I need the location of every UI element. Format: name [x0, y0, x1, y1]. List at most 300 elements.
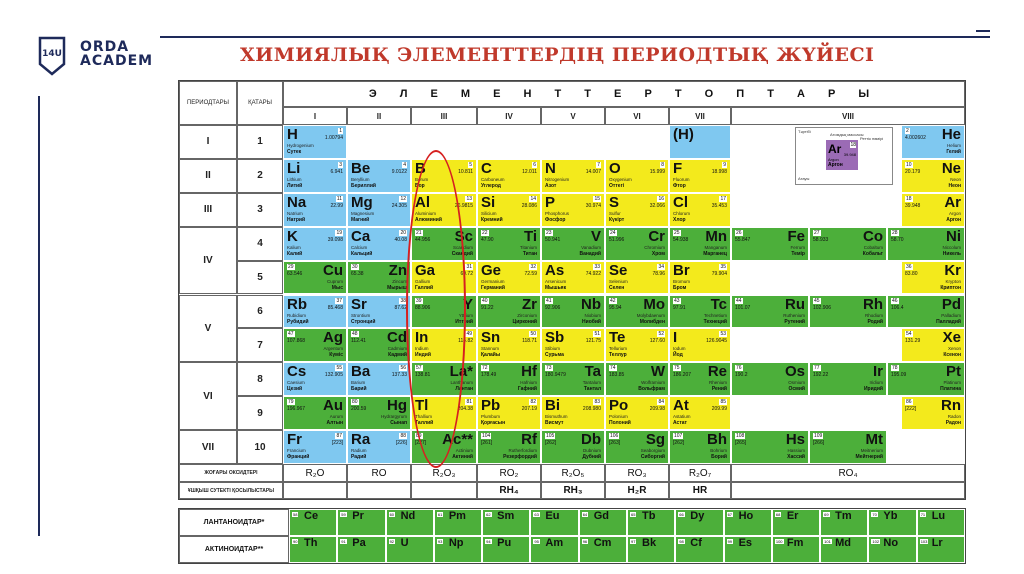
element-cell[interactable]	[541, 261, 605, 295]
row-label: 6	[237, 295, 283, 329]
latin-name: Magnesium	[351, 210, 375, 216]
f-element-cell[interactable]	[434, 509, 482, 536]
element-symbol: U	[400, 537, 409, 549]
element-symbol: Fr	[287, 431, 302, 449]
f-element-cell[interactable]	[772, 509, 820, 536]
atomic-number: 9	[723, 161, 726, 168]
local-name: Индий	[415, 352, 431, 359]
latin-name: Rhodium	[864, 312, 883, 318]
element-cell[interactable]	[901, 125, 965, 159]
element-cell[interactable]	[669, 227, 731, 261]
element-cell[interactable]	[669, 396, 731, 430]
latin-name: Yttrium	[458, 312, 473, 318]
local-name: Аргон	[946, 216, 961, 223]
local-name: Сурьма	[545, 352, 564, 359]
atomic-number: 35	[720, 263, 726, 270]
element-cell[interactable]	[541, 362, 605, 396]
atomic-number: 99	[727, 539, 733, 544]
element-symbol: K	[287, 227, 298, 245]
hydride-formula: RH₃	[541, 482, 605, 499]
legend-label-1: Тәртібі	[798, 129, 811, 134]
element-symbol: Ra	[351, 431, 371, 449]
row-label: 4	[237, 227, 283, 261]
period-label: II	[179, 159, 237, 193]
element-cell[interactable]	[283, 125, 347, 159]
atomic-number: 5	[469, 161, 472, 168]
element-symbol: N	[545, 159, 556, 177]
element-symbol: Md	[835, 537, 852, 549]
atomic-number: 63	[534, 512, 539, 517]
atomic-number: 69	[824, 512, 829, 517]
local-name: Калий	[287, 250, 303, 257]
element-cell[interactable]	[809, 362, 887, 396]
latin-name: Zirconium	[517, 312, 537, 318]
f-element-cell[interactable]	[386, 536, 434, 563]
atomic-number: 57	[416, 365, 422, 372]
atomic-number: 53	[720, 331, 726, 338]
element-symbol: Zn	[388, 261, 407, 279]
element-cell[interactable]	[669, 159, 731, 193]
atomic-mass: 47.90	[481, 236, 494, 243]
atomic-mass: 14.007	[585, 168, 601, 175]
element-symbol: Ne	[941, 159, 961, 177]
latin-name: Chlorum	[673, 210, 691, 216]
atomic-number: 54	[906, 331, 912, 338]
local-name: Гелий	[946, 149, 961, 155]
element-symbol: C	[481, 159, 492, 177]
latin-name: Niccolum	[942, 244, 961, 250]
f-element-cell[interactable]	[724, 509, 772, 536]
element-symbol: Mn	[705, 227, 727, 245]
atomic-mass: 78.96	[652, 270, 665, 277]
f-element-cell[interactable]	[482, 536, 530, 563]
element-symbol: Si	[481, 193, 496, 211]
row-label: 8	[237, 362, 283, 396]
element-cell[interactable]	[605, 430, 669, 464]
element-cell[interactable]	[901, 261, 965, 295]
element-cell[interactable]	[901, 328, 965, 362]
atomic-number: 65	[631, 512, 636, 517]
element-symbol: Ac**	[442, 431, 473, 449]
latin-name: Iridium	[869, 380, 883, 386]
latin-name: Cobaltum	[863, 244, 883, 250]
element-cell[interactable]	[283, 430, 347, 464]
atomic-mass: 65.38	[351, 270, 364, 277]
hydride-formula: H₂R	[605, 482, 669, 499]
atomic-number: 2	[906, 128, 909, 134]
atomic-number: 58	[293, 512, 298, 517]
element-symbol: Fe	[787, 227, 805, 245]
local-name: Дубний	[582, 454, 601, 461]
latin-name: Wolframium	[641, 380, 665, 386]
element-symbol: Tm	[835, 510, 852, 522]
f-element-cell[interactable]	[724, 536, 772, 563]
f-element-cell[interactable]	[530, 509, 578, 536]
element-cell[interactable]	[731, 227, 809, 261]
latin-name: Meitnerium	[860, 448, 883, 454]
atomic-number: 80	[352, 399, 358, 406]
local-name: Гафний	[517, 386, 537, 393]
element-symbol: Sr	[351, 295, 367, 313]
element-cell[interactable]	[541, 396, 605, 430]
local-name: Рутений	[784, 318, 805, 325]
atomic-number: 4	[403, 161, 406, 168]
atomic-number: 100	[775, 539, 783, 544]
atomic-mass: 208.980	[582, 406, 601, 413]
element-cell[interactable]	[541, 430, 605, 464]
element-symbol: Au	[323, 397, 343, 415]
element-cell[interactable]	[669, 328, 731, 362]
local-name: Мейтнерий	[855, 454, 883, 461]
latin-name: Platinum	[943, 380, 961, 386]
element-symbol: I	[673, 329, 678, 347]
element-cell[interactable]	[477, 328, 541, 362]
hydride-formula	[347, 482, 411, 499]
element-cell[interactable]	[347, 362, 411, 396]
atomic-number: 20	[400, 229, 406, 236]
element-cell[interactable]	[809, 227, 887, 261]
atomic-number: 105	[546, 433, 555, 440]
element-cell[interactable]	[347, 193, 411, 227]
element-cell[interactable]	[283, 362, 347, 396]
logo-mark-text: 14U	[42, 49, 62, 59]
element-cell[interactable]	[809, 295, 887, 329]
f-element-cell[interactable]	[868, 509, 916, 536]
element-cell[interactable]	[347, 295, 411, 329]
legend-cell	[826, 140, 858, 170]
element-symbol: Ge	[481, 261, 502, 279]
element-symbol: Np	[448, 537, 464, 549]
atomic-mass: 137.33	[391, 372, 407, 379]
element-cell[interactable]	[283, 295, 347, 329]
latin-name: Lanthanum	[450, 380, 473, 386]
atomic-number: 93	[437, 539, 443, 544]
element-cell[interactable]	[283, 193, 347, 227]
f-element-cell[interactable]	[627, 509, 675, 536]
atomic-number: 51	[594, 331, 600, 338]
element-cell[interactable]	[347, 328, 411, 362]
atomic-number: 62	[486, 512, 491, 517]
local-name: Скандий	[451, 250, 473, 257]
atomic-number: 41	[546, 297, 552, 304]
atomic-mass: [262]	[545, 440, 557, 447]
hydride-formula: RH₄	[477, 482, 541, 499]
atomic-number: 45	[814, 297, 820, 304]
local-name: Иридий	[863, 386, 883, 393]
element-cell[interactable]	[901, 193, 965, 227]
group-header: VIII	[731, 107, 965, 125]
f-element-cell[interactable]	[820, 536, 868, 563]
atomic-number: 39	[416, 297, 422, 304]
atomic-mass: 4.002602	[905, 135, 926, 141]
f-element-cell[interactable]	[579, 509, 627, 536]
latin-name: Bromum	[673, 278, 691, 284]
element-symbol: Sc	[454, 227, 473, 245]
atomic-mass: 72.59	[524, 270, 537, 277]
atomic-mass: 32.066	[649, 202, 665, 209]
atomic-number: 17	[720, 195, 726, 202]
atomic-number: 90	[293, 539, 298, 544]
f-element-cell[interactable]	[579, 536, 627, 563]
element-cell[interactable]	[669, 362, 731, 396]
element-cell[interactable]	[605, 362, 669, 396]
atomic-number: 36	[906, 263, 912, 270]
f-element-cell[interactable]	[434, 536, 482, 563]
element-symbol: Lr	[931, 537, 943, 549]
latin-name: Stannum	[481, 346, 500, 352]
atomic-number: 22	[482, 229, 488, 236]
atomic-number: 88	[400, 433, 406, 440]
atomic-mass: 15.999	[649, 168, 665, 175]
element-cell[interactable]	[283, 261, 347, 295]
f-element-cell[interactable]	[917, 536, 965, 563]
element-cell[interactable]	[477, 227, 541, 261]
element-cell[interactable]	[347, 261, 411, 295]
latin-name: Aurum	[329, 414, 343, 420]
f-element-cell[interactable]	[772, 536, 820, 563]
element-symbol: Cf	[690, 537, 702, 549]
element-cell[interactable]	[541, 159, 605, 193]
element-symbol: (H)	[673, 126, 694, 143]
atomic-mass: 55.847	[735, 236, 751, 243]
legend-label-2: Атомдық массасы	[830, 132, 864, 137]
local-name: Рений	[711, 386, 727, 393]
element-cell[interactable]	[477, 261, 541, 295]
element-cell[interactable]	[669, 193, 731, 227]
element-cell[interactable]	[477, 396, 541, 430]
f-element-cell[interactable]	[386, 509, 434, 536]
element-cell[interactable]	[283, 227, 347, 261]
atomic-mass: 192.22	[813, 372, 829, 379]
atomic-number: 108	[736, 433, 745, 440]
f-element-cell[interactable]	[868, 536, 916, 563]
group-header: II	[347, 107, 411, 125]
element-cell[interactable]	[477, 362, 541, 396]
atomic-mass: 58.933	[813, 236, 829, 243]
local-name: Барий	[351, 386, 367, 393]
latin-name: Titanium	[519, 244, 537, 250]
atomic-number: 77	[814, 365, 820, 372]
atomic-mass: 63.546	[287, 270, 303, 277]
f-element-cell[interactable]	[530, 536, 578, 563]
element-cell[interactable]	[347, 430, 411, 464]
element-cell[interactable]	[605, 295, 669, 329]
latin-name: Kalium	[287, 244, 301, 250]
latin-name: Hafnium	[520, 380, 537, 386]
element-cell[interactable]	[605, 396, 669, 430]
period-label: VI	[179, 362, 237, 430]
element-symbol: No	[883, 537, 899, 549]
row-label: 1	[237, 125, 283, 159]
f-element-cell[interactable]	[482, 509, 530, 536]
element-cell[interactable]	[347, 159, 411, 193]
atomic-number: 87	[336, 433, 342, 440]
atomic-mass: 24.305	[391, 202, 407, 209]
latin-name: Krypton	[945, 278, 961, 284]
atomic-mass: 107.868	[287, 338, 306, 345]
latin-name: Radium	[351, 448, 367, 454]
latin-name: Vanadium	[581, 244, 601, 250]
element-symbol: Cl	[673, 193, 688, 211]
f-element-cell[interactable]	[289, 536, 337, 563]
element-symbol: Po	[609, 397, 629, 415]
f-element-cell[interactable]	[917, 509, 965, 536]
element-cell[interactable]	[283, 159, 347, 193]
local-name: Борий	[711, 454, 727, 461]
oxide-formula: R₂O₅	[541, 464, 605, 482]
element-symbol: Sg	[645, 431, 665, 449]
latin-name: Technetium	[703, 312, 727, 318]
local-name: Мышьяк	[545, 284, 567, 291]
element-cell[interactable]	[541, 227, 605, 261]
atomic-number: 98	[679, 539, 684, 544]
group-header: VI	[605, 107, 669, 125]
element-symbol: Hg	[387, 397, 407, 415]
local-name: Ванадий	[579, 250, 601, 257]
element-cell[interactable]	[477, 193, 541, 227]
element-symbol: Be	[351, 159, 371, 177]
element-cell[interactable]	[283, 328, 347, 362]
atomic-mass: 20.179	[905, 168, 921, 175]
local-name: Бериллий	[351, 182, 377, 189]
element-symbol: Fm	[786, 537, 804, 549]
element-cell[interactable]	[901, 396, 965, 430]
lanthanides-label: ЛАНТАНОИДТАР*	[179, 509, 289, 536]
atomic-number: 33	[594, 263, 600, 270]
element-cell[interactable]	[541, 193, 605, 227]
element-symbol: Bi	[545, 397, 560, 415]
atomic-mass: 9.0122	[391, 168, 407, 175]
atomic-mass: 101.07	[735, 304, 751, 311]
atomic-number: 1	[339, 128, 342, 134]
oxide-formula: RO₄	[731, 464, 965, 482]
element-cell[interactable]	[347, 227, 411, 261]
local-name: Қалайы	[481, 352, 501, 359]
atomic-mass: 209.99	[711, 406, 727, 413]
local-name: Бор	[415, 182, 425, 189]
local-name: Магний	[351, 216, 370, 223]
element-cell[interactable]	[669, 261, 731, 295]
f-element-cell[interactable]	[820, 509, 868, 536]
element-symbol: Pm	[448, 510, 466, 522]
latin-name: Tellurium	[609, 346, 628, 352]
element-cell[interactable]	[541, 295, 605, 329]
element-cell[interactable]	[669, 430, 731, 464]
local-name: Марганец	[703, 250, 727, 257]
atomic-mass: [265]	[735, 440, 747, 447]
latin-name: Cadmium	[387, 346, 407, 352]
element-cell[interactable]	[669, 295, 731, 329]
local-name: Фтор	[673, 182, 686, 189]
element-cell[interactable]	[283, 396, 347, 430]
local-name: Хром	[651, 250, 665, 257]
atomic-number: 86	[906, 399, 912, 406]
hydride-formula	[283, 482, 347, 499]
local-name: Фосфор	[545, 216, 566, 223]
element-symbol: Ag	[323, 329, 343, 347]
local-name: Литий	[287, 182, 303, 189]
f-element-cell[interactable]	[337, 536, 385, 563]
element-symbol: Cd	[387, 329, 407, 347]
element-cell[interactable]	[347, 396, 411, 430]
atomic-mass: 126.9045	[706, 338, 727, 345]
element-cell[interactable]	[477, 159, 541, 193]
atomic-number: 24	[610, 229, 616, 236]
row-label: 9	[237, 396, 283, 430]
local-name: Алтын	[326, 420, 343, 427]
f-element-cell[interactable]	[337, 509, 385, 536]
atomic-number: 43	[674, 297, 680, 304]
brand-logo	[38, 36, 168, 80]
atomic-mass: 51.996	[609, 236, 625, 243]
rows-header: ҚАТАРЫ	[237, 81, 283, 125]
element-cell[interactable]	[605, 328, 669, 362]
local-name: Кремний	[481, 216, 503, 223]
latin-name: Neon	[950, 176, 961, 182]
element-symbol: Sm	[497, 510, 515, 522]
element-cell[interactable]	[809, 430, 887, 464]
element-cell[interactable]	[605, 193, 669, 227]
local-name: Висмут	[545, 420, 564, 427]
atomic-mass: 195.09	[891, 372, 907, 379]
f-element-cell[interactable]	[675, 509, 723, 536]
element-cell[interactable]	[669, 125, 731, 159]
group-header: III	[411, 107, 477, 125]
atomic-number: 84	[658, 399, 664, 406]
row-label: 10	[237, 430, 283, 464]
element-symbol: Ga	[415, 261, 436, 279]
element-cell[interactable]	[477, 295, 541, 329]
latin-name: Strontium	[351, 312, 371, 318]
atomic-number: 68	[775, 512, 781, 517]
element-cell[interactable]	[887, 227, 965, 261]
element-cell[interactable]	[887, 362, 965, 396]
f-element-cell[interactable]	[675, 536, 723, 563]
element-cell[interactable]	[901, 159, 965, 193]
page-title: ХИМИЯЛЫҚ ЭЛЕМЕНТТЕРДІҢ ПЕРИОДТЫҚ ЖҮЙЕСІ	[240, 44, 875, 66]
element-cell[interactable]	[605, 227, 669, 261]
atomic-number: 78	[892, 365, 898, 372]
f-element-cell[interactable]	[627, 536, 675, 563]
element-cell[interactable]	[477, 430, 541, 464]
element-symbol: Lu	[931, 510, 946, 522]
latin-name: Helium	[946, 143, 961, 148]
element-symbol: Al	[415, 193, 430, 211]
element-cell[interactable]	[731, 430, 809, 464]
element-symbol: Db	[581, 431, 601, 449]
element-symbol: Tl	[415, 397, 429, 415]
element-cell[interactable]	[731, 362, 809, 396]
atomic-number: 46	[892, 297, 898, 304]
element-cell[interactable]	[731, 295, 809, 329]
element-symbol: Na	[287, 193, 307, 211]
f-element-cell[interactable]	[289, 509, 337, 536]
atomic-mass: 74.922	[585, 270, 601, 277]
local-name: Астат	[673, 420, 688, 427]
atomic-number: 89	[416, 433, 422, 440]
local-name: Оттегі	[609, 182, 625, 189]
latin-name: Fluorum	[673, 176, 690, 182]
element-cell[interactable]	[541, 328, 605, 362]
atomic-mass: 121.75	[585, 338, 601, 345]
element-cell[interactable]	[887, 295, 965, 329]
atomic-number: 72	[482, 365, 488, 372]
atomic-mass: 79.904	[711, 270, 727, 277]
element-cell[interactable]	[605, 159, 669, 193]
element-cell[interactable]	[605, 261, 669, 295]
atomic-number: 27	[814, 229, 820, 236]
latin-name: Thallium	[415, 414, 433, 420]
